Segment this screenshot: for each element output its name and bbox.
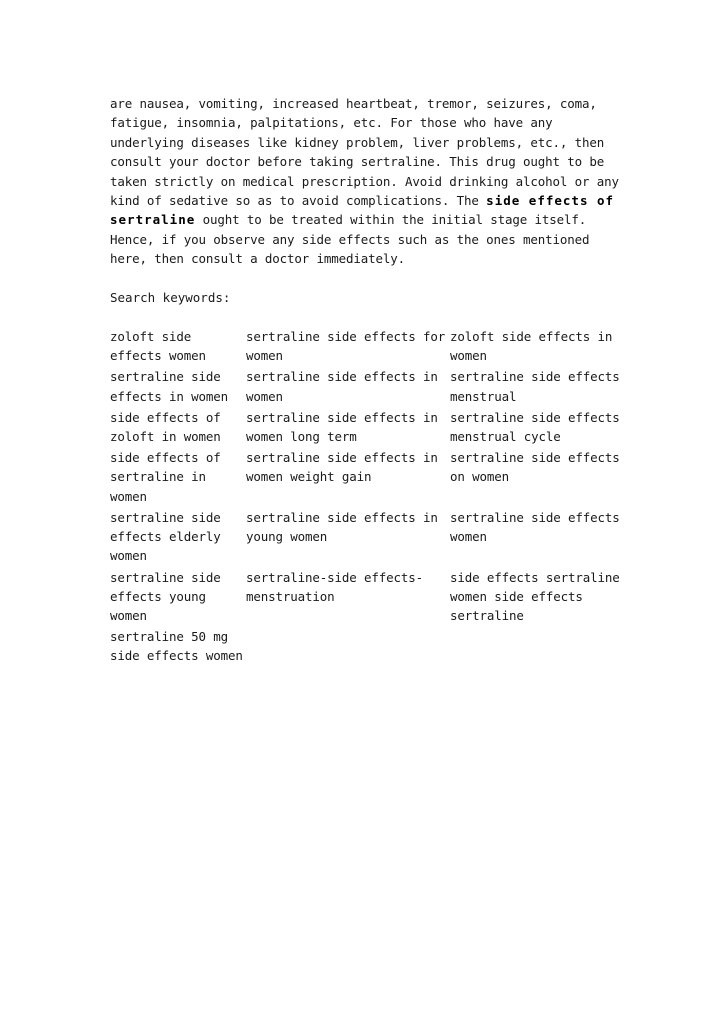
keyword-cell: sertraline side effects in women weight gain xyxy=(246,450,438,485)
keyword-cell: sertraline side effects in women long term xyxy=(246,409,438,445)
keyword-cell: zoloft side effects women xyxy=(110,329,206,364)
paragraph-text-after: ought to be treated within the initial stage itself. Hence, if you observe any side effects such as the ones mentioned here, then consult a doctor immediately. xyxy=(110,212,590,267)
keyword-cell: sertraline side effects in women xyxy=(246,369,438,404)
keyword-cell: side effects sertraline women side effects sertraline xyxy=(450,569,620,623)
keyword-cell: side effects of zoloft in women xyxy=(110,409,221,445)
body-paragraph xyxy=(110,94,630,269)
keyword-cell: sertraline side effects elderly women xyxy=(110,509,221,564)
keyword-cell: sertraline side effects menstrual xyxy=(450,369,620,404)
keyword-cell xyxy=(450,627,630,665)
document-content xyxy=(110,94,630,666)
keyword-cell: sertraline side effects on women xyxy=(450,450,620,485)
highlighted-keyword: side effects of sertraline xyxy=(110,193,615,228)
keyword-cell: zoloft side effects in women xyxy=(450,329,613,364)
keyword-cell: sertraline side effects in women xyxy=(110,369,229,404)
paragraph-text-before: are nausea, vomiting, increased heartbeat, tremor, seizures, coma, fatigue, insomnia, palpitations, etc. For those who have any underlying diseases like kidney problem, liver problems, etc., then consult your doctor before taking sertraline. This drug ought to be taken strictly on medical prescription. Avoid drinking alcohol or any kind of sedative so as to avoid complications. The xyxy=(110,96,619,209)
keyword-cell: sertraline side effects for women xyxy=(246,329,446,364)
keyword-cell: side effects of sertraline in women xyxy=(110,450,221,504)
keyword-cell: sertraline side effects young women xyxy=(110,569,221,623)
keyword-cell: sertraline side effects menstrual cycle xyxy=(450,409,620,445)
keywords-table xyxy=(110,327,630,665)
keyword-cell: sertraline side effects women xyxy=(450,509,620,545)
keyword-cell: sertraline 50 mg side effects women xyxy=(110,629,243,664)
keyword-cell: sertraline-side effects-menstruation xyxy=(246,569,424,604)
keyword-cell: sertraline side effects in young women xyxy=(246,509,438,545)
search-keywords-heading: Search keywords: xyxy=(110,289,231,305)
keyword-cell xyxy=(246,627,450,665)
